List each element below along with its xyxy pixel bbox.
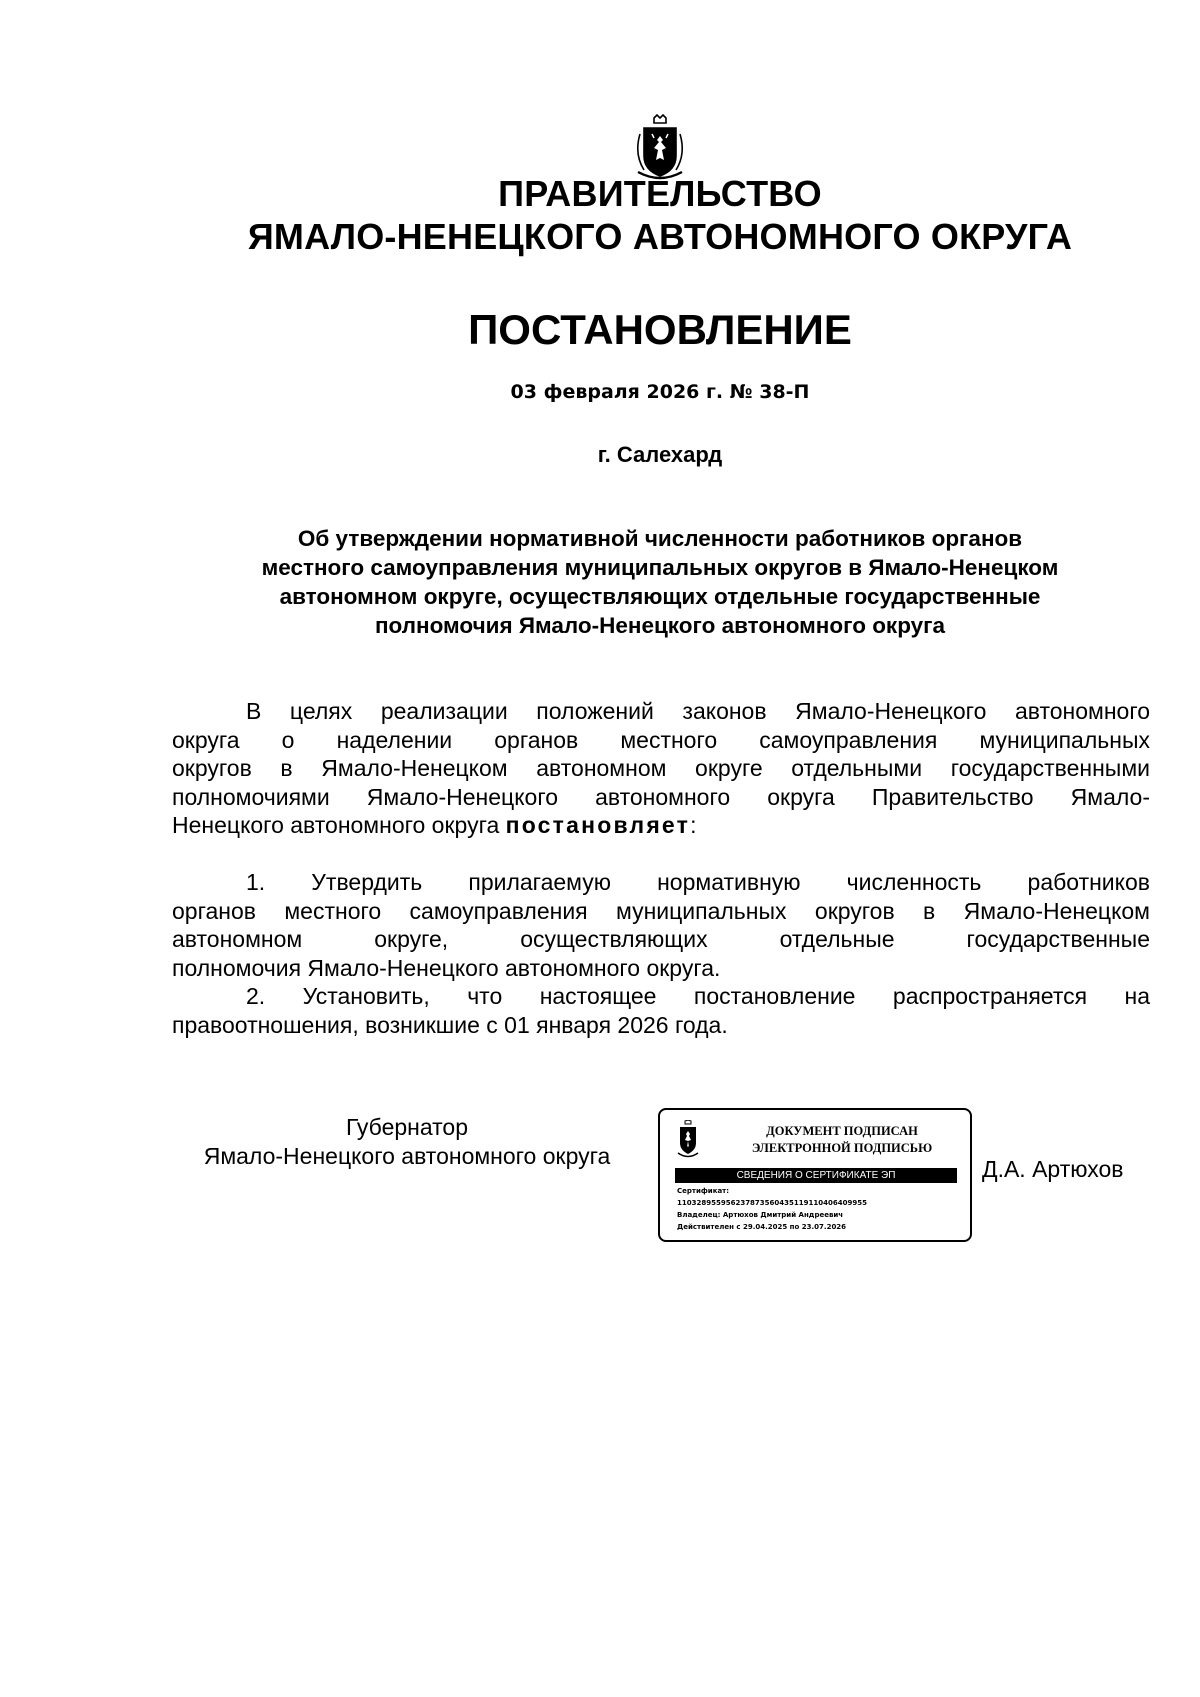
item1-line: автономном округе, осуществляющих отдельные государственные: [172, 926, 1150, 953]
preamble-line: округов в Ямало-Ненецком автономном округе отдельными государственными: [172, 755, 1150, 782]
stamp-title-line2: ЭЛЕКТРОННОЙ ПОДПИСЬЮ: [751, 1141, 933, 1155]
signatory-position-line1: Губернатор: [345, 1114, 469, 1140]
preamble-colon: :: [690, 812, 697, 839]
document-city: г. Салехард: [597, 442, 723, 467]
stamp-title-line1: ДОКУМЕНТ ПОДПИСАН: [766, 1124, 918, 1138]
item2-line: 2. Установить, что настоящее постановление распространяется на: [246, 983, 1150, 1010]
item1-line: полномочия Ямало-Ненецкого автономного округа.: [172, 954, 721, 981]
resolution-keyword: постановляет: [505, 812, 691, 839]
document-type: ПОСТАНОВЛЕНИЕ: [468, 306, 852, 353]
signatory-position: [172, 1113, 642, 1170]
certificate-validity: Действителен с 29.04.2025 по 23.07.2026: [677, 1223, 847, 1231]
preamble-line: полномочиями Ямало-Ненецкого автономного округа Правительство Ямало-: [172, 783, 1150, 810]
certificate-owner: Владелец: Артюхов Дмитрий Андреевич: [677, 1211, 844, 1219]
certificate-details: [677, 1185, 959, 1233]
subject-line: полномочия Ямало-Ненецкого автономного округа: [374, 613, 946, 638]
signatory-name: Д.А. Артюхов: [982, 1156, 1124, 1182]
item2-line: правоотношения, возникшие с 01 января 2026 года.: [172, 1011, 728, 1038]
coat-of-arms-icon: [630, 114, 690, 182]
signatory-position-line2: Ямало-Ненецкого автономного округа: [203, 1142, 611, 1169]
government-name-line1: ПРАВИТЕЛЬСТВО: [498, 173, 822, 214]
resolution-items: [172, 868, 1150, 1040]
document-subject: [150, 524, 1170, 640]
subject-line: Об утверждении нормативной численности работников органов: [297, 526, 1023, 551]
stamp-title: [726, 1123, 958, 1157]
preamble-last-line: [172, 811, 1150, 840]
certificate-label: Сертификат:: [677, 1187, 730, 1195]
document-date-number: 03 февраля 2026 г. № 38-П: [510, 381, 810, 403]
preamble-line-text: Ненецкого автономного округа: [172, 812, 506, 839]
government-name-line2: ЯМАЛО-НЕНЕЦКОГО АВТОНОМНОГО ОКРУГА: [247, 216, 1073, 257]
electronic-signature-stamp: [658, 1108, 972, 1242]
item1-line: 1. Утвердить прилагаемую нормативную численность работников: [246, 869, 1150, 895]
subject-line: местного самоуправления муниципальных округов в Ямало-Ненецком: [261, 555, 1059, 580]
preamble-line: округа о наделении органов местного самоуправления муниципальных: [172, 726, 1150, 753]
certificate-info-bar: СВЕДЕНИЯ О СЕРТИФИКАТЕ ЭП: [675, 1168, 957, 1183]
preamble-paragraph: [172, 697, 1150, 840]
coat-of-arms-icon: [677, 1120, 699, 1158]
certificate-serial: 110328955956237873560435119110406409955: [677, 1199, 867, 1207]
subject-line: автономном округе, осуществляющих отдельные государственные: [279, 584, 1041, 609]
item1-line: органов местного самоуправления муниципальных округов в Ямало-Ненецком: [172, 897, 1150, 924]
preamble-line: В целях реализации положений законов Ямало-Ненецкого автономного: [246, 698, 1150, 724]
